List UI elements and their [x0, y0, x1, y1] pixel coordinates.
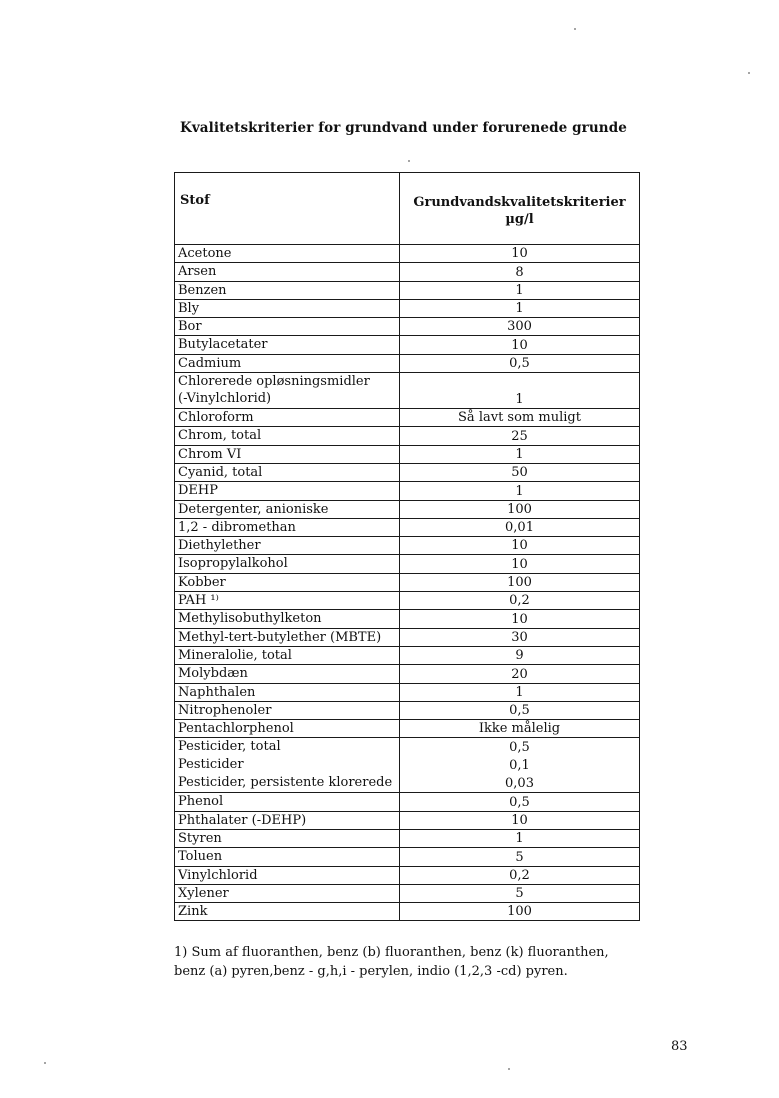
substance-cell: DEHP [175, 482, 400, 499]
criteria-value-cell: 10 [511, 812, 528, 828]
table-row [175, 408, 639, 426]
criteria-value-cell: 0,2 [509, 867, 530, 883]
substance-cell: Kobber [175, 574, 400, 591]
substance-cell: Pesticider, persistente klorerede [175, 774, 400, 792]
table-row [175, 591, 639, 609]
table-row [175, 701, 639, 719]
table-row [175, 811, 639, 829]
table-row [175, 317, 639, 335]
criteria-value-cell: 0,5 [509, 703, 530, 719]
scan-speck [748, 72, 750, 74]
substance-cell: Phenol [175, 793, 400, 810]
header-criteria [400, 173, 639, 244]
criteria-value-cell: 1 [515, 831, 524, 847]
table-row [175, 262, 639, 280]
scan-speck [44, 1062, 46, 1064]
table-row [175, 536, 639, 554]
table-row [175, 500, 639, 518]
table-row [175, 335, 639, 353]
substance-cell: Pesticider, total [175, 738, 400, 755]
header-criteria-label: Grundvandskvalitetskriterier [413, 195, 626, 210]
header-unit: µg/l [505, 212, 534, 227]
table-row [175, 829, 639, 847]
table-row [175, 281, 639, 299]
substance-cell: Diethylether [175, 537, 400, 554]
substance-cell: Butylacetater [175, 336, 400, 353]
table-row [175, 847, 639, 865]
substance-cell: Methyl-tert-butylether (MBTE) [175, 629, 400, 646]
table-row [175, 774, 639, 792]
substance-cell: Styren [175, 830, 400, 847]
criteria-value-cell: 1 [515, 392, 524, 408]
table-row [175, 866, 639, 884]
criteria-value-cell: 0,2 [509, 593, 530, 609]
criteria-value-cell: Ikke målelig [478, 721, 561, 737]
table-row [175, 683, 639, 701]
table-row [175, 244, 639, 262]
scan-speck [508, 1068, 510, 1070]
substance-cell: Bor [175, 318, 400, 335]
criteria-value-cell: 10 [511, 556, 528, 572]
substance-cell: Chrom, total [175, 427, 400, 444]
footnote: 1) Sum af fluoranthen, benz (b) fluoranthen, benz (k) fluoranthen, benz (a) pyren,benz - g,h,i - perylen, indio (1,2,3 -cd) pyren. [174, 945, 609, 979]
substance-cell: Xylener [175, 885, 400, 902]
table-row [175, 756, 639, 774]
criteria-value-cell: Så lavt som muligt [458, 410, 581, 426]
substance-cell: Naphthalen [175, 684, 400, 701]
substance-cell: Acetone [175, 245, 400, 262]
table-row [175, 426, 639, 444]
table-row [175, 628, 639, 646]
substance-cell: Molybdæn [175, 665, 400, 682]
criteria-value-cell: 8 [515, 264, 524, 280]
criteria-value-cell: 1 [515, 446, 524, 462]
criteria-value-cell: 25 [511, 428, 528, 444]
table-row [175, 884, 639, 902]
criteria-value-cell: 0,5 [509, 739, 530, 755]
substance-cell: Benzen [175, 282, 400, 299]
criteria-value-cell: 100 [507, 575, 532, 591]
substance-cell: Pesticider [175, 756, 400, 774]
criteria-value-cell: 50 [511, 465, 528, 481]
substance-cell: Mineralolie, total [175, 647, 400, 664]
criteria-value-cell: 100 [507, 904, 532, 920]
table-row [175, 481, 639, 499]
criteria-value-cell: 5 [515, 886, 524, 902]
substance-cell: Cadmium [175, 355, 400, 372]
substance-cell: Chrom VI [175, 446, 400, 463]
substance-cell: 1,2 - dibromethan [175, 519, 400, 536]
substance-cell: Vinylchlorid [175, 867, 400, 884]
criteria-value-cell: 10 [511, 337, 528, 353]
substance-cell: Methylisobuthylketon [175, 610, 400, 627]
criteria-value-cell: 0,01 [505, 520, 534, 536]
substance-cell: Cyanid, total [175, 464, 400, 481]
table-row [175, 902, 639, 920]
criteria-value-cell: 1 [515, 282, 524, 298]
table-row [175, 354, 639, 372]
substance-cell: Toluen [175, 848, 400, 865]
substance-cell: Phthalater (-DEHP) [175, 812, 400, 829]
page-number: 83 [671, 1039, 688, 1054]
criteria-value-cell: 1 [515, 684, 524, 700]
table-row [175, 518, 639, 536]
table-header-row [175, 173, 639, 244]
substance-cell: Zink [175, 903, 400, 920]
table-body [175, 244, 639, 920]
substance-cell: Chloroform [175, 409, 400, 426]
substance-cell: PAH ¹⁾ [175, 592, 400, 609]
criteria-value-cell: 30 [511, 629, 528, 645]
header-substance: Stof [175, 173, 400, 244]
criteria-value-cell: 1 [515, 483, 524, 499]
quality-criteria-table [174, 172, 640, 921]
criteria-value-cell: 9 [515, 648, 524, 664]
criteria-value-cell: 0,5 [509, 794, 530, 810]
page-title: Kvalitetskriterier for grundvand under forurenede grunde [180, 120, 627, 136]
table-row [175, 463, 639, 481]
criteria-value-cell: 5 [515, 849, 524, 865]
criteria-value-cell: 10 [511, 611, 528, 627]
table-row [175, 792, 639, 810]
criteria-value-cell: 300 [507, 319, 532, 335]
criteria-value-cell: 20 [511, 666, 528, 682]
substance-cell: Detergenter, anioniske [175, 501, 400, 518]
table-row [175, 445, 639, 463]
table-row [175, 573, 639, 591]
criteria-value-cell: 10 [511, 246, 528, 262]
table-row [175, 372, 639, 408]
criteria-value-cell: 0,5 [509, 356, 530, 372]
criteria-value-cell: 0,03 [505, 776, 534, 792]
table-row [175, 646, 639, 664]
table-row [175, 609, 639, 627]
table-row [175, 554, 639, 572]
table-row [175, 299, 639, 317]
substance-cell: Bly [175, 300, 400, 317]
criteria-value-cell: 100 [507, 501, 532, 517]
substance-cell: Isopropylalkohol [175, 555, 400, 572]
table-row [175, 664, 639, 682]
substance-cell: Chlorerede opløsningsmidler (-Vinylchlorid) [175, 373, 400, 408]
criteria-value-cell: 10 [511, 538, 528, 554]
substance-cell: Nitrophenoler [175, 702, 400, 719]
criteria-value-cell: 1 [515, 301, 524, 317]
table-row [175, 737, 639, 755]
substance-cell: Pentachlorphenol [175, 720, 400, 737]
criteria-value-cell: 0,1 [509, 758, 530, 774]
table-row [175, 719, 639, 737]
scan-speck [574, 28, 576, 30]
scan-speck [408, 160, 410, 162]
substance-cell: Arsen [175, 263, 400, 280]
